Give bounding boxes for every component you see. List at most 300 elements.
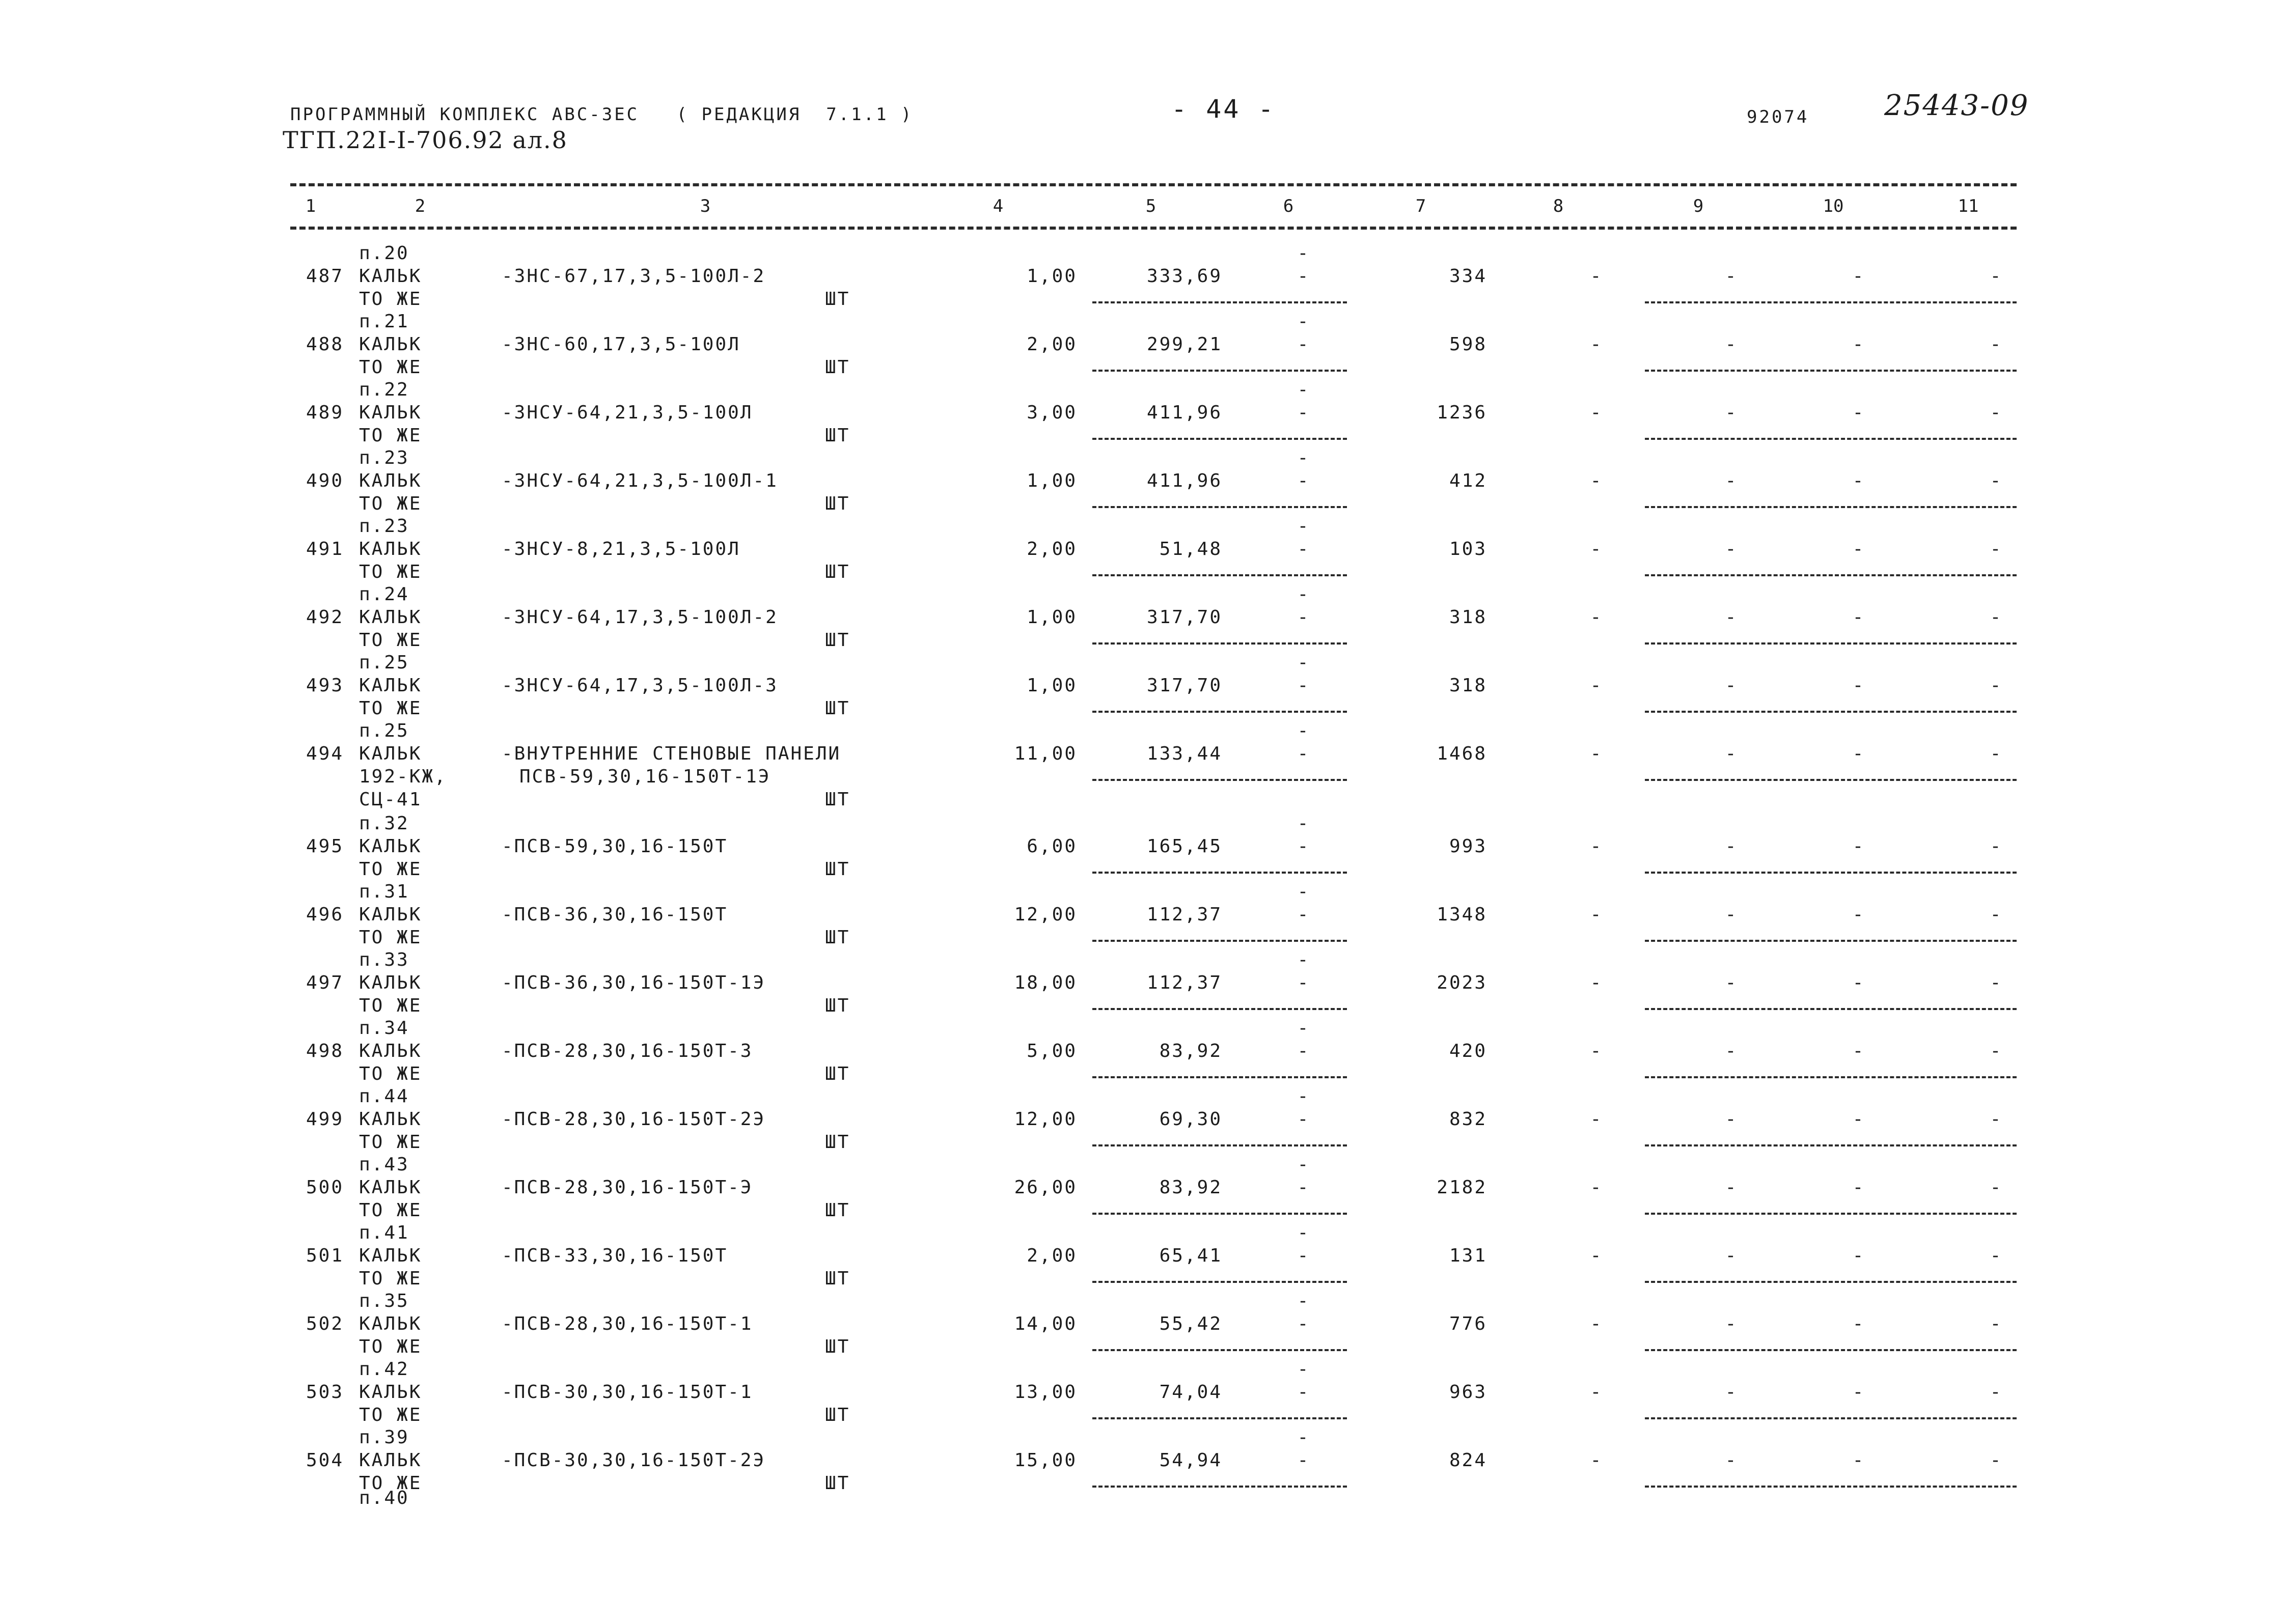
placeholder-dash: - <box>1297 311 1310 332</box>
row-quantity: 2,00 <box>1027 1245 1077 1266</box>
row-name: КАЛЬК <box>359 266 422 287</box>
row-reference: п.31 <box>359 881 409 902</box>
price-rule <box>1092 301 1347 303</box>
row-name: КАЛЬК <box>359 607 422 628</box>
row-name-continuation: ТО ЖЕ <box>359 1200 422 1221</box>
placeholder-dash: - <box>1990 904 2003 925</box>
row-price: 411,96 <box>1146 470 1222 491</box>
row-number: 487 <box>306 266 344 287</box>
placeholder-dash: - <box>1297 1109 1310 1130</box>
row-unit: ШТ <box>825 289 850 310</box>
price-rule <box>1092 1486 1347 1488</box>
row-name-continuation: ТО ЖЕ <box>359 927 422 948</box>
row-description: -3НСУ-64,17,3,5-100Л-3 <box>502 675 778 696</box>
column-number: 6 <box>1283 196 1294 216</box>
placeholder-dash: - <box>1852 539 1865 559</box>
placeholder-dash: - <box>1725 836 1738 857</box>
price-rule <box>1092 711 1347 713</box>
placeholder-dash: - <box>1297 516 1310 537</box>
footer-reference: п.40 <box>359 1488 409 1508</box>
placeholder-dash: - <box>1852 334 1865 355</box>
totals-rule <box>1645 438 2017 440</box>
row-name: КАЛЬК <box>359 539 422 559</box>
row-unit: ШТ <box>825 995 850 1016</box>
row-price: 317,70 <box>1146 607 1222 628</box>
row-total: 1236 <box>1437 402 1487 423</box>
row-price: 83,92 <box>1159 1177 1222 1198</box>
row-quantity: 3,00 <box>1027 402 1077 423</box>
placeholder-dash: - <box>1990 334 2003 355</box>
table-header-rule <box>290 227 2017 230</box>
totals-rule <box>1645 1213 2017 1215</box>
placeholder-dash: - <box>1590 743 1603 764</box>
row-quantity: 15,00 <box>1014 1450 1077 1471</box>
totals-rule <box>1645 711 2017 713</box>
row-number: 492 <box>306 607 344 628</box>
row-number: 493 <box>306 675 344 696</box>
row-reference: п.32 <box>359 813 409 834</box>
row-total: 318 <box>1449 675 1487 696</box>
placeholder-dash: - <box>1297 1450 1310 1471</box>
row-number: 504 <box>306 1450 344 1471</box>
totals-rule <box>1645 1281 2017 1283</box>
row-price: 83,92 <box>1159 1041 1222 1061</box>
placeholder-dash: - <box>1852 743 1865 764</box>
row-description: -ПСВ-28,30,16-150Т-Э <box>502 1177 753 1198</box>
row-reference: п.43 <box>359 1154 409 1175</box>
document-code: 92074 <box>1747 107 1809 127</box>
placeholder-dash: - <box>1725 1177 1738 1198</box>
row-price: 55,42 <box>1159 1313 1222 1334</box>
placeholder-dash: - <box>1297 607 1310 628</box>
row-reference: п.25 <box>359 652 409 673</box>
row-unit: ШТ <box>825 1336 850 1357</box>
placeholder-dash: - <box>1990 1313 2003 1334</box>
placeholder-dash: - <box>1852 1177 1865 1198</box>
row-price: 333,69 <box>1146 266 1222 287</box>
placeholder-dash: - <box>1725 1313 1738 1334</box>
row-reference: п.24 <box>359 584 409 605</box>
row-unit: ШТ <box>825 927 850 948</box>
row-unit: ШТ <box>825 1132 850 1153</box>
placeholder-dash: - <box>1852 470 1865 491</box>
row-number: 497 <box>306 972 344 993</box>
price-rule <box>1092 1008 1347 1010</box>
placeholder-dash: - <box>1852 904 1865 925</box>
row-total: 832 <box>1449 1109 1487 1130</box>
placeholder-dash: - <box>1852 607 1865 628</box>
row-number: 498 <box>306 1041 344 1061</box>
row-number: 502 <box>306 1313 344 1334</box>
placeholder-dash: - <box>1297 470 1310 491</box>
placeholder-dash: - <box>1297 379 1310 400</box>
row-name-continuation: ТО ЖЕ <box>359 357 422 378</box>
placeholder-dash: - <box>1990 470 2003 491</box>
price-rule <box>1092 1281 1347 1283</box>
row-unit: ШТ <box>825 789 850 810</box>
placeholder-dash: - <box>1590 1313 1603 1334</box>
placeholder-dash: - <box>1297 1313 1310 1334</box>
row-number: 491 <box>306 539 344 559</box>
row-name: КАЛЬК <box>359 743 422 764</box>
placeholder-dash: - <box>1990 836 2003 857</box>
placeholder-dash: - <box>1990 1041 2003 1061</box>
row-number: 496 <box>306 904 344 925</box>
placeholder-dash: - <box>1297 1018 1310 1039</box>
price-rule <box>1092 370 1347 372</box>
column-number: 2 <box>415 196 426 216</box>
placeholder-dash: - <box>1990 607 2003 628</box>
totals-rule <box>1645 940 2017 942</box>
placeholder-dash: - <box>1590 1177 1603 1198</box>
price-rule <box>1092 1076 1347 1078</box>
row-quantity: 18,00 <box>1014 972 1077 993</box>
placeholder-dash: - <box>1852 1109 1865 1130</box>
row-quantity: 13,00 <box>1014 1382 1077 1403</box>
column-number: 3 <box>700 196 711 216</box>
placeholder-dash: - <box>1990 675 2003 696</box>
placeholder-dash: - <box>1590 470 1603 491</box>
placeholder-dash: - <box>1297 1359 1310 1380</box>
row-description: -ПСВ-30,30,16-150Т-2Э <box>502 1450 766 1471</box>
row-total: 1348 <box>1437 904 1487 925</box>
placeholder-dash: - <box>1725 1245 1738 1266</box>
row-unit: ШТ <box>825 493 850 514</box>
placeholder-dash: - <box>1590 904 1603 925</box>
placeholder-dash: - <box>1725 743 1738 764</box>
row-price: 54,94 <box>1159 1450 1222 1471</box>
row-unit: ШТ <box>825 562 850 582</box>
row-name: КАЛЬК <box>359 1041 422 1061</box>
row-reference: п.20 <box>359 243 409 264</box>
price-rule <box>1092 506 1347 508</box>
placeholder-dash: - <box>1297 652 1310 673</box>
row-total: 993 <box>1449 836 1487 857</box>
price-rule <box>1092 779 1347 781</box>
column-number: 8 <box>1553 196 1564 216</box>
row-total: 598 <box>1449 334 1487 355</box>
placeholder-dash: - <box>1297 1086 1310 1107</box>
row-unit: ШТ <box>825 1200 850 1221</box>
row-name: КАЛЬК <box>359 1313 422 1334</box>
column-number: 7 <box>1415 196 1426 216</box>
placeholder-dash: - <box>1590 334 1603 355</box>
placeholder-dash: - <box>1590 1450 1603 1471</box>
row-number: 500 <box>306 1177 344 1198</box>
placeholder-dash: - <box>1297 720 1310 741</box>
row-price: 112,37 <box>1146 904 1222 925</box>
totals-rule <box>1645 1076 2017 1078</box>
placeholder-dash: - <box>1297 1222 1310 1243</box>
row-reference: п.33 <box>359 949 409 970</box>
totals-rule <box>1645 574 2017 576</box>
row-number: 499 <box>306 1109 344 1130</box>
row-name: КАЛЬК <box>359 1450 422 1471</box>
row-price: 51,48 <box>1159 539 1222 559</box>
row-name-continuation: ТО ЖЕ <box>359 1268 422 1289</box>
row-description: -3НСУ-64,21,3,5-100Л <box>502 402 753 423</box>
row-name-continuation: ТО ЖЕ <box>359 698 422 719</box>
row-total: 420 <box>1449 1041 1487 1061</box>
handwritten-stamp: 25443-09 <box>1884 89 2029 122</box>
placeholder-dash: - <box>1297 1177 1310 1198</box>
row-name: КАЛЬК <box>359 1177 422 1198</box>
row-reference: п.39 <box>359 1427 409 1448</box>
placeholder-dash: - <box>1590 266 1603 287</box>
document-reference: ТГП.22I-I-706.92 ал.8 <box>283 126 568 154</box>
row-price: 112,37 <box>1146 972 1222 993</box>
row-number: 501 <box>306 1245 344 1266</box>
row-name-continuation: ТО ЖЕ <box>359 1132 422 1153</box>
row-reference: п.22 <box>359 379 409 400</box>
row-name-continuation: ТО ЖЕ <box>359 859 422 880</box>
placeholder-dash: - <box>1297 743 1310 764</box>
totals-rule <box>1645 370 2017 372</box>
placeholder-dash: - <box>1297 447 1310 468</box>
row-name-continuation: ТО ЖЕ <box>359 425 422 446</box>
row-description: -3НС-60,17,3,5-100Л <box>502 334 740 355</box>
placeholder-dash: - <box>1852 972 1865 993</box>
totals-rule <box>1645 642 2017 645</box>
placeholder-dash: - <box>1990 539 2003 559</box>
column-number: 5 <box>1145 196 1156 216</box>
row-reference: п.34 <box>359 1018 409 1039</box>
row-number: 490 <box>306 470 344 491</box>
price-rule <box>1092 1144 1347 1146</box>
placeholder-dash: - <box>1297 972 1310 993</box>
row-unit: ШТ <box>825 698 850 719</box>
row-reference: п.25 <box>359 720 409 741</box>
placeholder-dash: - <box>1725 334 1738 355</box>
row-quantity: 6,00 <box>1027 836 1077 857</box>
row-quantity: 1,00 <box>1027 675 1077 696</box>
placeholder-dash: - <box>1590 1245 1603 1266</box>
row-name-continuation: ТО ЖЕ <box>359 493 422 514</box>
totals-rule <box>1645 1486 2017 1488</box>
column-number: 4 <box>993 196 1004 216</box>
placeholder-dash: - <box>1297 402 1310 423</box>
row-description: -ВНУТРЕННИЕ СТЕНОВЫЕ ПАНЕЛИ <box>502 743 841 764</box>
column-number: 9 <box>1693 196 1704 216</box>
placeholder-dash: - <box>1725 1382 1738 1403</box>
placeholder-dash: - <box>1297 881 1310 902</box>
placeholder-dash: - <box>1297 904 1310 925</box>
row-number: 503 <box>306 1382 344 1403</box>
placeholder-dash: - <box>1990 1382 2003 1403</box>
row-reference: п.44 <box>359 1086 409 1107</box>
row-unit: ШТ <box>825 425 850 446</box>
placeholder-dash: - <box>1725 539 1738 559</box>
placeholder-dash: - <box>1297 813 1310 834</box>
row-total: 963 <box>1449 1382 1487 1403</box>
placeholder-dash: - <box>1852 1041 1865 1061</box>
row-unit: ШТ <box>825 1405 850 1425</box>
row-description-continuation: ПСВ-59,30,16-150Т-1Э <box>519 766 771 787</box>
row-price: 317,70 <box>1146 675 1222 696</box>
row-name-continuation: ТО ЖЕ <box>359 995 422 1016</box>
placeholder-dash: - <box>1590 402 1603 423</box>
placeholder-dash: - <box>1725 904 1738 925</box>
placeholder-dash: - <box>1852 402 1865 423</box>
row-reference: п.23 <box>359 447 409 468</box>
row-total: 131 <box>1449 1245 1487 1266</box>
row-total: 318 <box>1449 607 1487 628</box>
placeholder-dash: - <box>1297 266 1310 287</box>
row-description: -ПСВ-28,30,16-150Т-3 <box>502 1041 753 1061</box>
row-name-continuation: ТО ЖЕ <box>359 1063 422 1084</box>
row-name: КАЛЬК <box>359 470 422 491</box>
row-number: 495 <box>306 836 344 857</box>
row-name-continuation: ТО ЖЕ <box>359 1336 422 1357</box>
row-quantity: 2,00 <box>1027 539 1077 559</box>
row-price: 299,21 <box>1146 334 1222 355</box>
row-quantity: 12,00 <box>1014 1109 1077 1130</box>
row-total: 412 <box>1449 470 1487 491</box>
placeholder-dash: - <box>1297 1291 1310 1311</box>
placeholder-dash: - <box>1725 1109 1738 1130</box>
row-name: КАЛЬК <box>359 1109 422 1130</box>
placeholder-dash: - <box>1990 1245 2003 1266</box>
column-number: 1 <box>305 196 316 216</box>
row-unit: ШТ <box>825 630 850 651</box>
table-top-rule <box>290 183 2017 186</box>
row-name: КАЛЬК <box>359 972 422 993</box>
placeholder-dash: - <box>1297 584 1310 605</box>
row-description: -ПСВ-59,30,16-150Т <box>502 836 728 857</box>
row-quantity: 26,00 <box>1014 1177 1077 1198</box>
placeholder-dash: - <box>1590 836 1603 857</box>
placeholder-dash: - <box>1297 675 1310 696</box>
price-rule <box>1092 1213 1347 1215</box>
row-number: 488 <box>306 334 344 355</box>
price-rule <box>1092 642 1347 645</box>
row-name: КАЛЬК <box>359 836 422 857</box>
placeholder-dash: - <box>1990 1177 2003 1198</box>
row-total: 776 <box>1449 1313 1487 1334</box>
row-name-continuation: СЦ-41 <box>359 789 422 810</box>
row-reference: п.35 <box>359 1291 409 1311</box>
totals-rule <box>1645 1349 2017 1351</box>
row-price: 133,44 <box>1146 743 1222 764</box>
placeholder-dash: - <box>1725 1450 1738 1471</box>
price-rule <box>1092 1349 1347 1351</box>
row-reference: п.41 <box>359 1222 409 1243</box>
placeholder-dash: - <box>1297 1041 1310 1061</box>
row-number: 494 <box>306 743 344 764</box>
row-unit: ШТ <box>825 1473 850 1494</box>
totals-rule <box>1645 779 2017 781</box>
placeholder-dash: - <box>1297 539 1310 559</box>
placeholder-dash: - <box>1852 675 1865 696</box>
totals-rule <box>1645 1144 2017 1146</box>
row-name: КАЛЬК <box>359 675 422 696</box>
row-name-continuation: ТО ЖЕ <box>359 630 422 651</box>
placeholder-dash: - <box>1590 675 1603 696</box>
row-description: -ПСВ-36,30,16-150Т <box>502 904 728 925</box>
placeholder-dash: - <box>1990 402 2003 423</box>
price-rule <box>1092 574 1347 576</box>
row-description: -ПСВ-28,30,16-150Т-1 <box>502 1313 753 1334</box>
row-total: 2182 <box>1437 1177 1487 1198</box>
placeholder-dash: - <box>1297 1245 1310 1266</box>
row-name-continuation: ТО ЖЕ <box>359 1473 422 1494</box>
row-quantity: 2,00 <box>1027 334 1077 355</box>
placeholder-dash: - <box>1297 949 1310 970</box>
row-name: КАЛЬК <box>359 904 422 925</box>
row-price: 165,45 <box>1146 836 1222 857</box>
placeholder-dash: - <box>1297 1382 1310 1403</box>
placeholder-dash: - <box>1590 1041 1603 1061</box>
placeholder-dash: - <box>1725 266 1738 287</box>
row-unit: ШТ <box>825 357 850 378</box>
placeholder-dash: - <box>1725 402 1738 423</box>
placeholder-dash: - <box>1990 266 2003 287</box>
row-reference: п.23 <box>359 516 409 537</box>
row-price: 69,30 <box>1159 1109 1222 1130</box>
placeholder-dash: - <box>1297 243 1310 264</box>
placeholder-dash: - <box>1852 1450 1865 1471</box>
row-description: -3НС-67,17,3,5-100Л-2 <box>502 266 766 287</box>
placeholder-dash: - <box>1590 972 1603 993</box>
row-reference: п.21 <box>359 311 409 332</box>
placeholder-dash: - <box>1852 1245 1865 1266</box>
placeholder-dash: - <box>1725 607 1738 628</box>
placeholder-dash: - <box>1725 470 1738 491</box>
totals-rule <box>1645 506 2017 508</box>
row-quantity: 5,00 <box>1027 1041 1077 1061</box>
row-price: 411,96 <box>1146 402 1222 423</box>
placeholder-dash: - <box>1852 836 1865 857</box>
price-rule <box>1092 438 1347 440</box>
program-header: ПРОГРАММНЫЙ КОМПЛЕКС АВС-3ЕС ( РЕДАКЦИЯ 7.1.1 ) <box>290 104 914 125</box>
placeholder-dash: - <box>1852 1313 1865 1334</box>
row-unit: ШТ <box>825 859 850 880</box>
row-total: 334 <box>1449 266 1487 287</box>
row-description: -ПСВ-33,30,16-150Т <box>502 1245 728 1266</box>
placeholder-dash: - <box>1725 972 1738 993</box>
row-price: 65,41 <box>1159 1245 1222 1266</box>
row-name: КАЛЬК <box>359 1245 422 1266</box>
row-name: КАЛЬК <box>359 334 422 355</box>
row-quantity: 1,00 <box>1027 266 1077 287</box>
row-name-continuation: ТО ЖЕ <box>359 289 422 310</box>
placeholder-dash: - <box>1725 1041 1738 1061</box>
placeholder-dash: - <box>1590 1109 1603 1130</box>
row-unit: ШТ <box>825 1063 850 1084</box>
row-price: 74,04 <box>1159 1382 1222 1403</box>
totals-rule <box>1645 1417 2017 1419</box>
row-quantity: 14,00 <box>1014 1313 1077 1334</box>
placeholder-dash: - <box>1990 1109 2003 1130</box>
price-rule <box>1092 872 1347 874</box>
totals-rule <box>1645 1008 2017 1010</box>
row-number: 489 <box>306 402 344 423</box>
page-number: - 44 - <box>1171 94 1276 124</box>
placeholder-dash: - <box>1590 607 1603 628</box>
price-rule <box>1092 1417 1347 1419</box>
row-total: 103 <box>1449 539 1487 559</box>
placeholder-dash: - <box>1297 836 1310 857</box>
placeholder-dash: - <box>1852 1382 1865 1403</box>
totals-rule <box>1645 872 2017 874</box>
row-name-continuation: ТО ЖЕ <box>359 562 422 582</box>
row-description: -3НСУ-8,21,3,5-100Л <box>502 539 740 559</box>
totals-rule <box>1645 301 2017 303</box>
row-description: -ПСВ-36,30,16-150Т-1Э <box>502 972 766 993</box>
row-description: -ПСВ-28,30,16-150Т-2Э <box>502 1109 766 1130</box>
row-total: 824 <box>1449 1450 1487 1471</box>
placeholder-dash: - <box>1297 1154 1310 1175</box>
